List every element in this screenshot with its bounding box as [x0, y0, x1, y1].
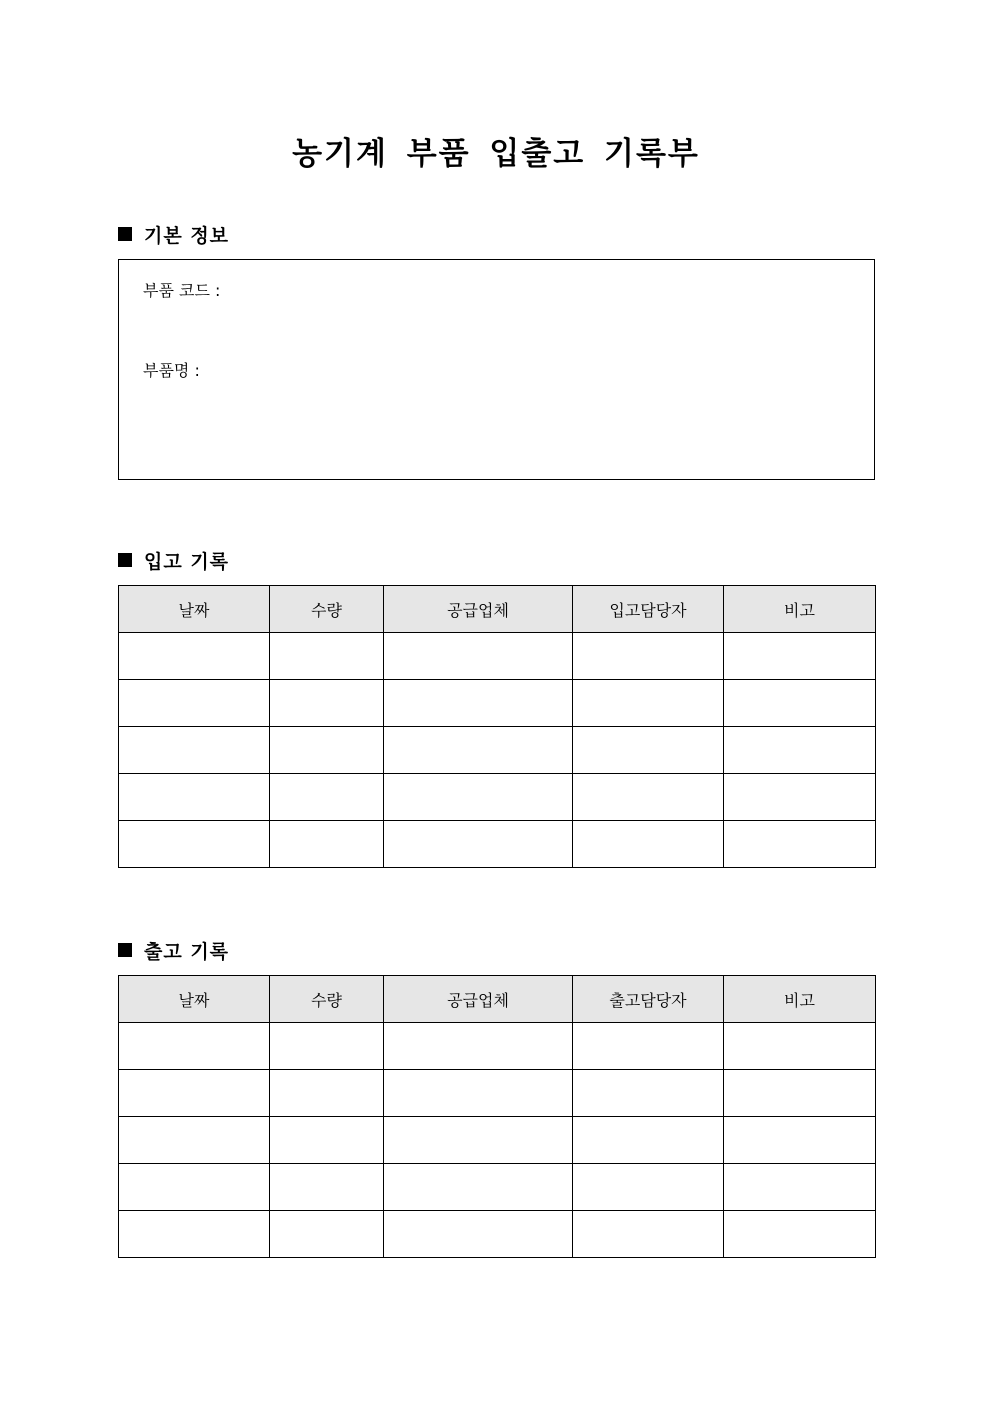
section-heading-inbound [118, 546, 229, 574]
table-cell[interactable] [573, 821, 724, 868]
part-name-label: 부품명 : [143, 361, 200, 380]
table-cell[interactable] [573, 774, 724, 821]
table-cell[interactable] [270, 774, 384, 821]
table-cell[interactable] [119, 1211, 270, 1258]
column-header-handler: 입고담당자 [573, 586, 724, 633]
table-cell[interactable] [119, 633, 270, 680]
outbound-table [118, 975, 876, 1258]
inbound-table [118, 585, 876, 868]
table-row [119, 1023, 876, 1070]
table-cell[interactable] [384, 1117, 573, 1164]
table-row [119, 1164, 876, 1211]
column-header-quantity: 수량 [270, 976, 384, 1023]
table-header-row [119, 976, 876, 1023]
column-header-date: 날짜 [119, 976, 270, 1023]
table-cell[interactable] [119, 727, 270, 774]
section-heading-label: 기본 정보 [144, 224, 230, 247]
table-cell[interactable] [270, 1164, 384, 1211]
table-cell[interactable] [724, 633, 876, 680]
table-cell[interactable] [384, 680, 573, 727]
table-cell[interactable] [119, 1023, 270, 1070]
table-cell[interactable] [724, 1023, 876, 1070]
table-cell[interactable] [270, 1070, 384, 1117]
square-bullet-icon [118, 227, 132, 241]
table-cell[interactable] [119, 1117, 270, 1164]
section-heading-outbound [118, 936, 229, 964]
table-cell[interactable] [573, 1023, 724, 1070]
table-cell[interactable] [724, 1117, 876, 1164]
table-cell[interactable] [270, 633, 384, 680]
table-cell[interactable] [270, 1117, 384, 1164]
square-bullet-icon [118, 553, 132, 567]
table-cell[interactable] [573, 633, 724, 680]
column-header-date: 날짜 [119, 586, 270, 633]
square-bullet-icon [118, 943, 132, 957]
section-heading-label: 출고 기록 [144, 940, 230, 963]
table-cell[interactable] [573, 680, 724, 727]
table-cell[interactable] [384, 1211, 573, 1258]
table-header-row [119, 586, 876, 633]
table-cell[interactable] [724, 774, 876, 821]
table-cell[interactable] [573, 727, 724, 774]
table-cell[interactable] [384, 1164, 573, 1211]
column-header-quantity: 수량 [270, 586, 384, 633]
table-cell[interactable] [119, 1070, 270, 1117]
table-cell[interactable] [119, 680, 270, 727]
table-row [119, 680, 876, 727]
table-cell[interactable] [724, 821, 876, 868]
section-heading-label: 입고 기록 [144, 550, 230, 573]
table-row [119, 1211, 876, 1258]
table-row [119, 821, 876, 868]
table-row [119, 727, 876, 774]
column-header-remarks: 비고 [724, 586, 876, 633]
basic-info-box [118, 259, 875, 480]
table-cell[interactable] [573, 1211, 724, 1258]
table-cell[interactable] [384, 633, 573, 680]
page-title: 농기계 부품 입출고 기록부 [292, 136, 700, 172]
table-row [119, 1117, 876, 1164]
table-cell[interactable] [384, 821, 573, 868]
part-code-label: 부품 코드 : [143, 281, 221, 300]
table-row [119, 1070, 876, 1117]
table-cell[interactable] [384, 1070, 573, 1117]
table-cell[interactable] [384, 774, 573, 821]
table-cell[interactable] [119, 774, 270, 821]
column-header-supplier: 공급업체 [384, 976, 573, 1023]
column-header-handler: 출고담당자 [573, 976, 724, 1023]
table-cell[interactable] [270, 1023, 384, 1070]
table-cell[interactable] [384, 727, 573, 774]
table-cell[interactable] [573, 1164, 724, 1211]
table-cell[interactable] [270, 821, 384, 868]
table-cell[interactable] [573, 1117, 724, 1164]
table-cell[interactable] [724, 727, 876, 774]
table-cell[interactable] [270, 1211, 384, 1258]
table-cell[interactable] [724, 1164, 876, 1211]
table-cell[interactable] [573, 1070, 724, 1117]
table-cell[interactable] [724, 1211, 876, 1258]
table-cell[interactable] [724, 680, 876, 727]
column-header-remarks: 비고 [724, 976, 876, 1023]
table-cell[interactable] [384, 1023, 573, 1070]
column-header-supplier: 공급업체 [384, 586, 573, 633]
table-cell[interactable] [270, 680, 384, 727]
table-cell[interactable] [119, 1164, 270, 1211]
table-cell[interactable] [724, 1070, 876, 1117]
section-heading-basic-info [118, 220, 229, 248]
table-row [119, 774, 876, 821]
table-cell[interactable] [119, 821, 270, 868]
table-cell[interactable] [270, 727, 384, 774]
table-row [119, 633, 876, 680]
